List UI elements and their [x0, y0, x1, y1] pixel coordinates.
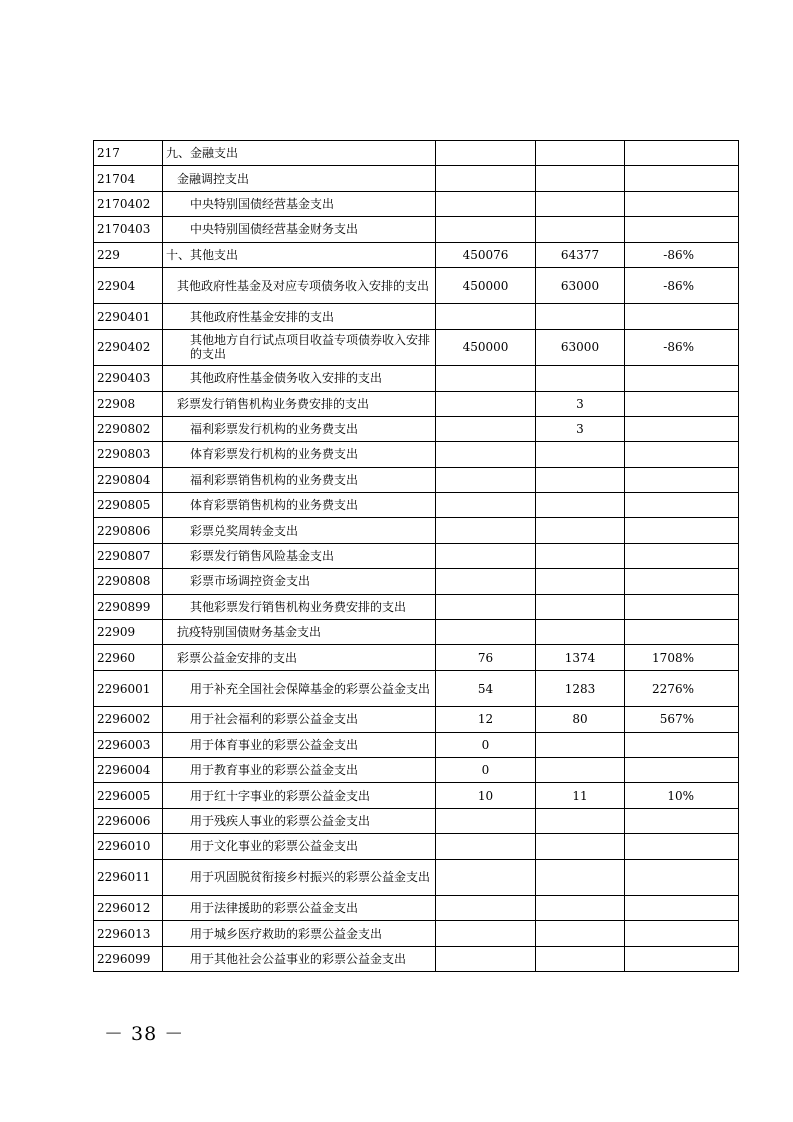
table-row — [94, 543, 739, 568]
cell-code: 2290803 — [94, 442, 163, 467]
table-row — [94, 707, 739, 732]
cell-value-prior: 12 — [436, 707, 536, 732]
cell-value-current — [536, 895, 625, 920]
cell-growth-rate — [625, 732, 739, 757]
cell-value-prior — [436, 467, 536, 492]
cell-code: 2296004 — [94, 757, 163, 782]
cell-code: 2290899 — [94, 594, 163, 619]
cell-code: 2290403 — [94, 366, 163, 391]
cell-growth-rate — [625, 217, 739, 242]
cell-growth-rate — [625, 834, 739, 859]
cell-item-name: 金融调控支出 — [163, 166, 436, 191]
cell-value-prior — [436, 594, 536, 619]
cell-item-name: 抗疫特别国债财务基金支出 — [163, 620, 436, 645]
table-row — [94, 859, 739, 895]
cell-growth-rate: -86% — [625, 242, 739, 267]
cell-value-prior: 0 — [436, 732, 536, 757]
cell-item-name: 彩票市场调控资金支出 — [163, 569, 436, 594]
cell-value-prior — [436, 391, 536, 416]
cell-value-current: 1283 — [536, 670, 625, 706]
budget-table — [93, 140, 739, 972]
table-row — [94, 645, 739, 670]
cell-item-name: 其他政府性基金安排的支出 — [163, 304, 436, 329]
cell-code: 2296001 — [94, 670, 163, 706]
table-row — [94, 783, 739, 808]
table-row — [94, 467, 739, 492]
cell-value-current — [536, 808, 625, 833]
cell-growth-rate — [625, 191, 739, 216]
table-row — [94, 217, 739, 242]
cell-growth-rate — [625, 166, 739, 191]
cell-code: 2170403 — [94, 217, 163, 242]
cell-growth-rate — [625, 493, 739, 518]
cell-growth-rate — [625, 620, 739, 645]
cell-item-name: 其他地方自行试点项目收益专项债券收入安排的支出 — [163, 329, 436, 365]
cell-growth-rate: -86% — [625, 329, 739, 365]
cell-item-name: 用于城乡医疗救助的彩票公益金支出 — [163, 921, 436, 946]
cell-code: 2290808 — [94, 569, 163, 594]
cell-growth-rate: -86% — [625, 267, 739, 303]
cell-item-name: 十、其他支出 — [163, 242, 436, 267]
cell-value-current — [536, 543, 625, 568]
cell-value-prior: 450000 — [436, 329, 536, 365]
cell-value-prior — [436, 543, 536, 568]
cell-value-current — [536, 569, 625, 594]
table-row — [94, 921, 739, 946]
cell-value-current — [536, 304, 625, 329]
cell-item-name: 用于体育事业的彩票公益金支出 — [163, 732, 436, 757]
cell-value-prior — [436, 808, 536, 833]
cell-item-name: 体育彩票销售机构的业务费支出 — [163, 493, 436, 518]
cell-item-name: 其他政府性基金及对应专项债务收入安排的支出 — [163, 267, 436, 303]
cell-value-prior — [436, 569, 536, 594]
cell-value-prior — [436, 859, 536, 895]
cell-value-prior: 54 — [436, 670, 536, 706]
cell-growth-rate: 1708% — [625, 645, 739, 670]
cell-growth-rate — [625, 391, 739, 416]
table-row — [94, 391, 739, 416]
cell-item-name: 中央特别国债经营基金财务支出 — [163, 217, 436, 242]
table-row — [94, 732, 739, 757]
cell-code: 22909 — [94, 620, 163, 645]
cell-item-name: 九、金融支出 — [163, 141, 436, 166]
table-row — [94, 594, 739, 619]
cell-growth-rate — [625, 921, 739, 946]
cell-code: 21704 — [94, 166, 163, 191]
cell-growth-rate — [625, 594, 739, 619]
cell-value-prior: 76 — [436, 645, 536, 670]
cell-item-name: 中央特别国债经营基金支出 — [163, 191, 436, 216]
table-row — [94, 808, 739, 833]
cell-value-current — [536, 191, 625, 216]
cell-value-current — [536, 166, 625, 191]
cell-value-current: 3 — [536, 391, 625, 416]
cell-code: 229 — [94, 242, 163, 267]
cell-growth-rate — [625, 569, 739, 594]
cell-value-current — [536, 442, 625, 467]
cell-value-prior — [436, 442, 536, 467]
cell-value-current — [536, 594, 625, 619]
cell-growth-rate — [625, 757, 739, 782]
cell-value-current — [536, 732, 625, 757]
cell-value-current: 80 — [536, 707, 625, 732]
cell-code: 2296099 — [94, 946, 163, 971]
cell-code: 2290401 — [94, 304, 163, 329]
cell-value-current: 63000 — [536, 329, 625, 365]
table-row — [94, 620, 739, 645]
table-row — [94, 416, 739, 441]
cell-code: 2290804 — [94, 467, 163, 492]
cell-growth-rate — [625, 467, 739, 492]
cell-item-name: 用于教育事业的彩票公益金支出 — [163, 757, 436, 782]
cell-value-prior — [436, 304, 536, 329]
table-row — [94, 442, 739, 467]
cell-value-prior — [436, 217, 536, 242]
cell-growth-rate: 2276% — [625, 670, 739, 706]
table-row — [94, 834, 739, 859]
cell-item-name: 用于其他社会公益事业的彩票公益金支出 — [163, 946, 436, 971]
cell-growth-rate — [625, 366, 739, 391]
cell-growth-rate — [625, 859, 739, 895]
cell-value-prior: 450076 — [436, 242, 536, 267]
cell-growth-rate — [625, 895, 739, 920]
cell-value-prior — [436, 191, 536, 216]
cell-value-current: 11 — [536, 783, 625, 808]
cell-item-name: 福利彩票发行机构的业务费支出 — [163, 416, 436, 441]
cell-code: 2296002 — [94, 707, 163, 732]
cell-growth-rate — [625, 808, 739, 833]
cell-value-current — [536, 757, 625, 782]
cell-value-current — [536, 141, 625, 166]
cell-code: 2290802 — [94, 416, 163, 441]
cell-value-current — [536, 493, 625, 518]
table-row — [94, 670, 739, 706]
table-row — [94, 366, 739, 391]
cell-code: 22904 — [94, 267, 163, 303]
cell-item-name: 彩票公益金安排的支出 — [163, 645, 436, 670]
cell-item-name: 彩票发行销售机构业务费安排的支出 — [163, 391, 436, 416]
table-row — [94, 191, 739, 216]
cell-item-name: 其他彩票发行销售机构业务费安排的支出 — [163, 594, 436, 619]
cell-growth-rate — [625, 304, 739, 329]
cell-growth-rate — [625, 518, 739, 543]
table-row — [94, 304, 739, 329]
cell-growth-rate — [625, 442, 739, 467]
cell-growth-rate — [625, 946, 739, 971]
cell-code: 2290402 — [94, 329, 163, 365]
table-row — [94, 895, 739, 920]
cell-code: 2290805 — [94, 493, 163, 518]
cell-code: 2290806 — [94, 518, 163, 543]
cell-code: 2296013 — [94, 921, 163, 946]
cell-growth-rate: 10% — [625, 783, 739, 808]
cell-value-prior: 0 — [436, 757, 536, 782]
table-row — [94, 946, 739, 971]
table-row — [94, 141, 739, 166]
cell-growth-rate — [625, 416, 739, 441]
cell-item-name: 彩票兑奖周转金支出 — [163, 518, 436, 543]
cell-item-name: 福利彩票销售机构的业务费支出 — [163, 467, 436, 492]
cell-value-current — [536, 859, 625, 895]
cell-code: 22908 — [94, 391, 163, 416]
cell-code: 22960 — [94, 645, 163, 670]
cell-value-prior — [436, 518, 536, 543]
cell-value-current — [536, 946, 625, 971]
cell-item-name: 用于文化事业的彩票公益金支出 — [163, 834, 436, 859]
table-row — [94, 329, 739, 365]
cell-growth-rate — [625, 141, 739, 166]
cell-value-prior — [436, 620, 536, 645]
table-row — [94, 166, 739, 191]
cell-value-prior — [436, 416, 536, 441]
cell-growth-rate — [625, 543, 739, 568]
cell-code: 217 — [94, 141, 163, 166]
table-row — [94, 493, 739, 518]
cell-code: 2296006 — [94, 808, 163, 833]
cell-code: 2170402 — [94, 191, 163, 216]
cell-value-prior: 10 — [436, 783, 536, 808]
cell-item-name: 用于巩固脱贫衔接乡村振兴的彩票公益金支出 — [163, 859, 436, 895]
cell-code: 2296003 — [94, 732, 163, 757]
cell-value-prior — [436, 921, 536, 946]
cell-value-current: 1374 — [536, 645, 625, 670]
cell-value-current — [536, 366, 625, 391]
cell-value-current: 64377 — [536, 242, 625, 267]
cell-code: 2296011 — [94, 859, 163, 895]
cell-item-name: 用于残疾人事业的彩票公益金支出 — [163, 808, 436, 833]
cell-code: 2296010 — [94, 834, 163, 859]
cell-value-current: 3 — [536, 416, 625, 441]
cell-code: 2296012 — [94, 895, 163, 920]
cell-value-current — [536, 834, 625, 859]
cell-value-prior — [436, 895, 536, 920]
cell-item-name: 彩票发行销售风险基金支出 — [163, 543, 436, 568]
cell-value-current — [536, 217, 625, 242]
table-row — [94, 569, 739, 594]
cell-item-name: 用于社会福利的彩票公益金支出 — [163, 707, 436, 732]
cell-value-current: 63000 — [536, 267, 625, 303]
cell-value-prior — [436, 166, 536, 191]
cell-growth-rate: 567% — [625, 707, 739, 732]
cell-value-prior — [436, 834, 536, 859]
cell-value-prior — [436, 946, 536, 971]
cell-code: 2296005 — [94, 783, 163, 808]
cell-code: 2290807 — [94, 543, 163, 568]
cell-item-name: 用于补充全国社会保障基金的彩票公益金支出 — [163, 670, 436, 706]
cell-item-name: 其他政府性基金债务收入安排的支出 — [163, 366, 436, 391]
cell-item-name: 用于法律援助的彩票公益金支出 — [163, 895, 436, 920]
budget-table-body — [94, 141, 739, 972]
table-row — [94, 267, 739, 303]
cell-item-name: 用于红十字事业的彩票公益金支出 — [163, 783, 436, 808]
cell-value-current — [536, 620, 625, 645]
cell-value-current — [536, 921, 625, 946]
cell-item-name: 体育彩票发行机构的业务费支出 — [163, 442, 436, 467]
cell-value-prior — [436, 493, 536, 518]
cell-value-prior: 450000 — [436, 267, 536, 303]
cell-value-current — [536, 518, 625, 543]
cell-value-prior — [436, 366, 536, 391]
table-row — [94, 757, 739, 782]
cell-value-prior — [436, 141, 536, 166]
cell-value-current — [536, 467, 625, 492]
table-row — [94, 242, 739, 267]
page-number: － 38 － — [104, 1023, 185, 1045]
table-row — [94, 518, 739, 543]
